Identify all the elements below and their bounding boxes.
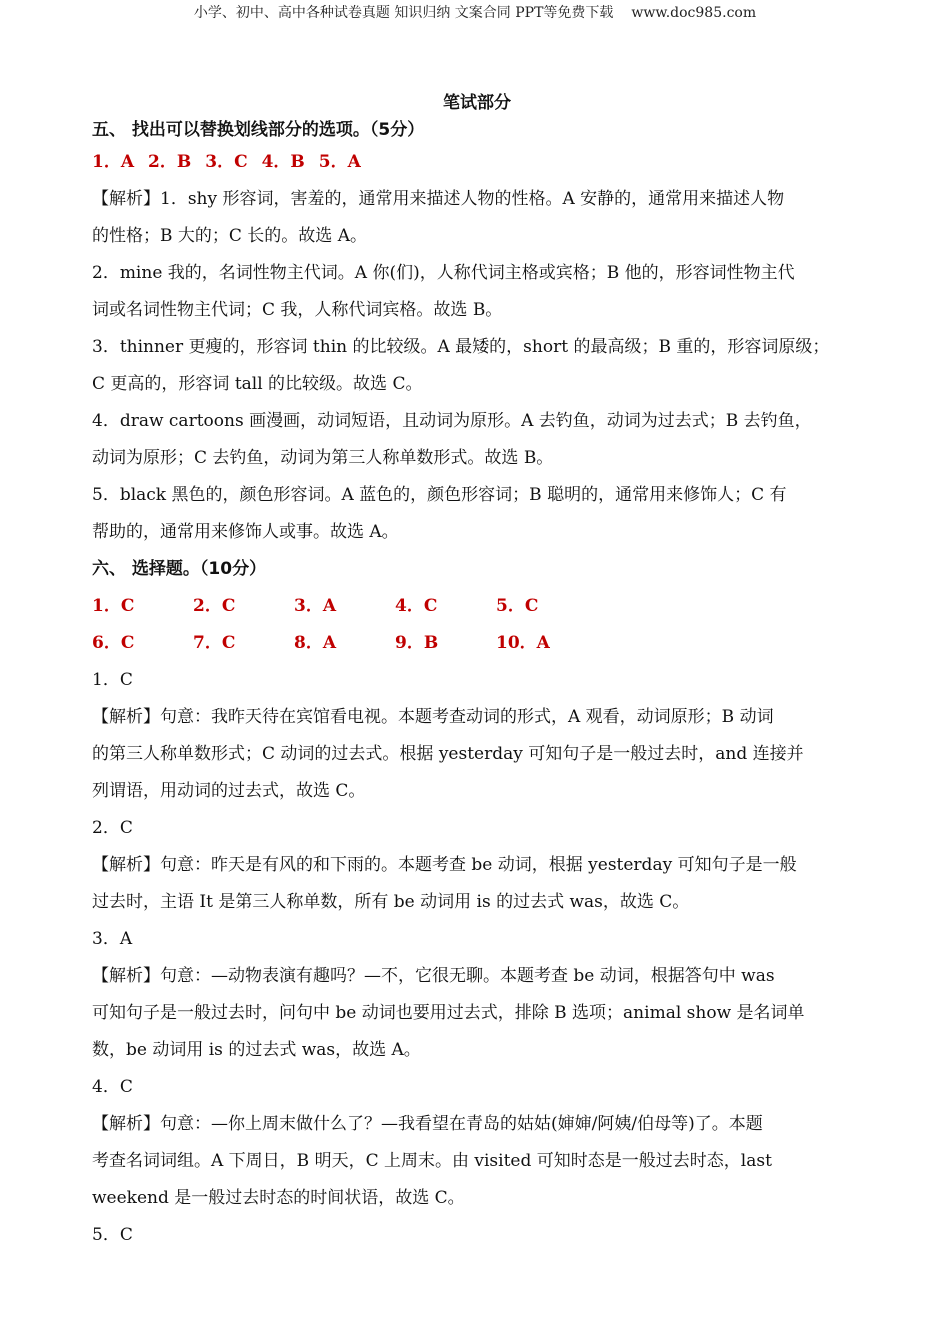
text-line: 【解析】句意：—你上周末做什么了？—我看望在青岛的姑姑(婶婶/阿姨/伯母等)了。本题 (92, 1114, 763, 1134)
text-line: 词或名词性物主代词；C 我，人称代词宾格。故选 B。 (92, 300, 503, 320)
answer-item: 5．A (318, 152, 361, 172)
text-line: 5．C (92, 1225, 133, 1245)
page-title: 笔试部分 (443, 93, 511, 113)
section-5-answers (92, 144, 862, 181)
answer-item: 6．C (92, 633, 135, 653)
text-line: 3．thinner 更瘦的，形容词 thin 的比较级。A 最矮的，short 的最高级；B 重的，形容词原级； (92, 337, 830, 357)
text-line: 2．mine 我的，名词性物主代词。A 你(们)，人称代词主格或宾格；B 他的，形容词性物主代 (92, 263, 795, 283)
text-line: 3．A (92, 929, 133, 949)
answer-item: 2．B (148, 152, 192, 172)
text-line: 5．black 黑色的，颜色形容词。A 蓝色的，颜色形容词；B 聪明的，通常用来修饰人；C 有 (92, 485, 787, 505)
answer-item: 2．C (193, 596, 236, 616)
answer-item: 3．C (205, 152, 248, 172)
text-line: 列谓语，用动词的过去式，故选 C。 (92, 781, 366, 801)
header-url[interactable]: www.doc985.com (631, 5, 757, 21)
answer-item: 5．C (496, 596, 539, 616)
page-header (0, 2, 950, 22)
text-line: 4．draw cartoons 画漫画，动词短语，且动词为原形。A 去钓鱼，动词为过去式；B 去钓鱼， (92, 411, 812, 431)
text-line: 的性格；B 大的；C 长的。故选 A。 (92, 226, 367, 246)
answer-item: 10．A (496, 633, 550, 653)
text-line: 【解析】1．shy 形容词，害羞的，通常用来描述人物的性格。A 安静的，通常用来描述人物 (92, 189, 785, 209)
section-5-heading: 五、 找出可以替换划线部分的选项。（5分） (92, 120, 425, 140)
answer-item: 3．A (294, 596, 337, 616)
text-line: 【解析】句意：昨天是有风的和下雨的。本题考查 be 动词，根据 yesterday 可知句子是一般 (92, 855, 797, 875)
answer-item: 7．C (193, 633, 236, 653)
text-line: 帮助的，通常用来修饰人或事。故选 A。 (92, 522, 399, 542)
text-line: 1．C (92, 670, 133, 690)
text-line: 考查名词词组。A 下周日，B 明天，C 上周末。由 visited 可知时态是一般过去时态，last (92, 1151, 772, 1171)
answer-item: 9．B (395, 633, 439, 653)
text-line: weekend 是一般过去时态的时间状语，故选 C。 (92, 1188, 465, 1208)
answer-item: 4．C (395, 596, 438, 616)
text-line: 过去时，主语 It 是第三人称单数，所有 be 动词用 is 的过去式 was，故选 C。 (92, 892, 690, 912)
section-6-answers-row-1 (92, 588, 862, 625)
section-6-heading: 六、 选择题。（10分） (92, 559, 267, 579)
text-line: 2．C (92, 818, 133, 838)
text-line: 动词为原形；C 去钓鱼，动词为第三人称单数形式。故选 B。 (92, 448, 554, 468)
document-content (92, 90, 862, 1254)
answer-item: 1．C (92, 596, 135, 616)
answer-item: 8．A (294, 633, 337, 653)
text-line: 的第三人称单数形式；C 动词的过去式。根据 yesterday 可知句子是一般过去时，and 连接并 (92, 744, 804, 764)
answer-item: 4．B (261, 152, 305, 172)
text-line: C 更高的，形容词 tall 的比较级。故选 C。 (92, 374, 423, 394)
text-line: 可知句子是一般过去时，问句中 be 动词也要用过去式，排除 B 选项；animal show 是名词单 (92, 1003, 805, 1023)
text-line: 4．C (92, 1077, 133, 1097)
text-line: 【解析】句意：我昨天待在宾馆看电视。本题考查动词的形式，A 观看，动词原形；B 动词 (92, 707, 774, 727)
header-text: 小学、初中、高中各种试卷真题 知识归纳 文案合同 PPT等免费下载 (193, 5, 614, 21)
text-line: 【解析】句意：—动物表演有趣吗？—不，它很无聊。本题考查 be 动词，根据答句中 was (92, 966, 775, 986)
text-line: 数，be 动词用 is 的过去式 was，故选 A。 (92, 1040, 421, 1060)
section-6-answers-row-2 (92, 625, 862, 662)
answer-item: 1．A (92, 152, 135, 172)
